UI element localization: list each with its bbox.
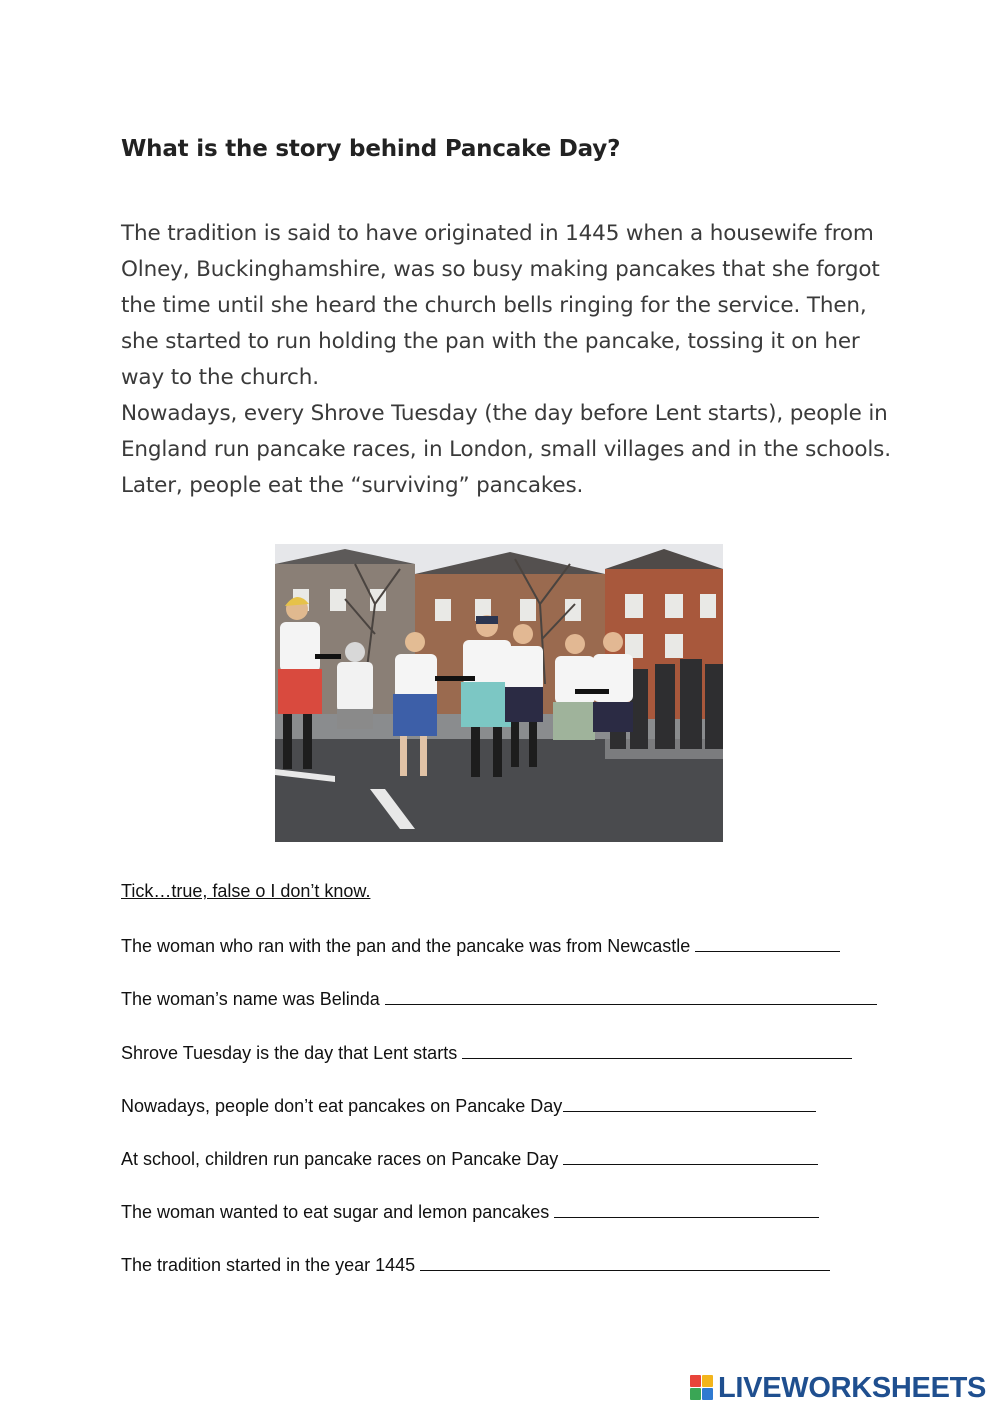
question-row	[121, 935, 840, 957]
answer-blank[interactable]	[385, 988, 877, 1005]
logo-text: LIVEWORKSHEETS	[718, 1371, 987, 1404]
question-row	[121, 1095, 816, 1117]
question-text: The woman’s name was Belinda	[121, 989, 380, 1009]
story-paragraph-2: Nowadays, every Shrove Tuesday (the day before Lent starts), people in England run pancake races, in London, small villages and in the schools. Later, people eat the “surviving” pancakes.	[121, 401, 891, 498]
question-text: At school, children run pancake races on Pancake Day	[121, 1149, 559, 1169]
liveworksheets-logo	[690, 1372, 986, 1404]
answer-blank[interactable]	[462, 1042, 852, 1059]
question-text: The woman wanted to eat sugar and lemon pancakes	[121, 1202, 550, 1222]
answer-blank[interactable]	[695, 935, 840, 952]
question-row	[121, 1148, 818, 1170]
question-text: Shrove Tuesday is the day that Lent starts	[121, 1043, 458, 1063]
story-paragraph-1: The tradition is said to have originated in 1445 when a housewife from Olney, Buckinghamshire, was so busy making pancakes that she forgot the time until she heard the church bells ringing for the service. Then, she started to run holding the pan with the pancake, tossing it on her way to the church.	[121, 221, 880, 390]
question-row	[121, 1042, 852, 1064]
instruction-text: Tick…true, false o I don’t know.	[121, 881, 371, 901]
question-text: The woman who ran with the pan and the pancake was from Newcastle	[121, 936, 691, 956]
story-text	[121, 216, 891, 504]
pancake-race-photo	[275, 544, 723, 842]
answer-blank[interactable]	[554, 1201, 819, 1218]
question-text: Nowadays, people don’t eat pancakes on Pancake Day	[121, 1096, 563, 1116]
question-text: The tradition started in the year 1445	[121, 1255, 416, 1275]
question-row	[121, 1201, 819, 1223]
answer-blank[interactable]	[563, 1148, 818, 1165]
page-title: What is the story behind Pancake Day?	[121, 136, 621, 162]
question-row	[121, 988, 877, 1010]
question-row	[121, 1254, 830, 1276]
logo-blocks-icon	[690, 1375, 714, 1401]
answer-blank[interactable]	[563, 1095, 816, 1112]
answer-blank[interactable]	[420, 1254, 830, 1271]
